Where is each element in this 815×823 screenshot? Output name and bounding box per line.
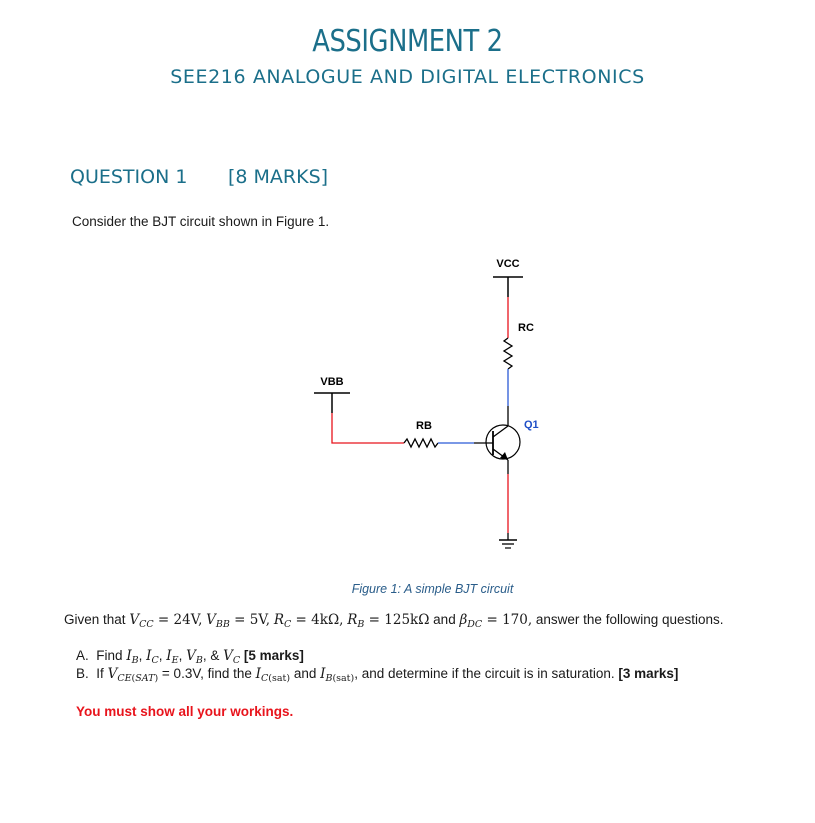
- course-subtitle: SEE216 ANALOGUE AND DIGITAL ELECTRONICS: [170, 66, 645, 88]
- rb-label: RB: [416, 420, 432, 432]
- question-heading: QUESTION 1: [70, 166, 188, 188]
- q1-label: Q1: [524, 419, 539, 431]
- vbb-label: VBB: [320, 376, 344, 388]
- rb-resistor: [404, 439, 438, 447]
- given-statement: Given that $V_{CC} = 24V$, $V_{BB} = 5V$, $R_C = 4k\Omega$, $R_B = 125k\Omega$ and $\beta_{DC} = 170$, answer the following questions.: [64, 612, 724, 630]
- workings-note: You must show all your workings.: [76, 704, 294, 719]
- question-marks: [8 MARKS]: [228, 166, 329, 188]
- question-item-b: B. If $V_{CE(SAT)} = 0.3V$, find the $I_{C(sat)}$ and $I_{B(sat)}$, and determine if the circuit is in saturation. [3 marks]: [76, 666, 679, 684]
- question-intro: Consider the BJT circuit shown in Figure 1.: [72, 214, 330, 229]
- rc-label: RC: [518, 322, 534, 334]
- question-item-a: A. Find $I_B$, $I_C$, $I_E$, $V_B$, & $V_C$ [5 marks]: [76, 648, 304, 666]
- vcc-label: VCC: [496, 258, 520, 270]
- ground-symbol: [499, 533, 517, 548]
- npn-transistor-q1: [474, 406, 520, 474]
- wire-vbb-rb: [332, 413, 404, 443]
- rc-resistor: [504, 338, 512, 369]
- page-title: ASSIGNMENT 2: [312, 24, 503, 59]
- figure-caption: Figure 1: A simple BJT circuit: [351, 582, 514, 596]
